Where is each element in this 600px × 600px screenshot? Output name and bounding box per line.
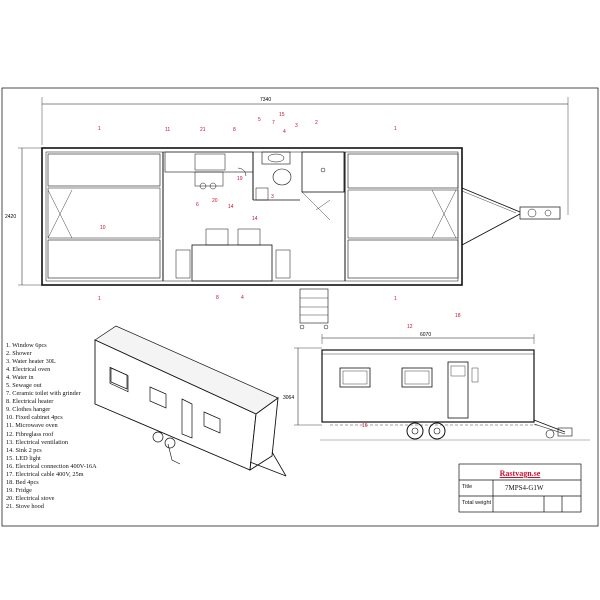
elevation-wheel-2 — [429, 423, 445, 439]
legend-item: 5. Sewage out — [6, 382, 42, 390]
toilet — [273, 169, 291, 185]
fridge — [195, 172, 223, 186]
legend-item: 3. Water heater 30L — [6, 358, 56, 366]
legend-item: 10. Fixed cabinet 4pcs — [6, 414, 63, 422]
title-value: 7MPS4-G1W — [505, 484, 544, 492]
legend-item: 9. Clothes hanger — [6, 406, 51, 414]
bed-right-top — [348, 154, 458, 188]
side-elevation — [294, 334, 590, 440]
callout-clothes-hanger: 8 — [233, 127, 236, 133]
plan-callouts — [98, 112, 461, 319]
callout-cabinet: 6 — [196, 202, 199, 208]
callout-sewage: 5 — [258, 117, 261, 123]
legend-item: 12. Fibreglass roof — [6, 430, 54, 438]
callout-window-top-right: 1 — [394, 126, 397, 132]
callout-roof: 12 — [407, 324, 413, 330]
legend-item: 14. Sink 2 pcs — [6, 446, 42, 454]
elevation-wheel-1 — [407, 423, 423, 439]
callout-shower: 2 — [315, 120, 318, 126]
callout-connection: 16 — [362, 423, 368, 429]
overall-length-label: 7340 — [260, 97, 272, 103]
body-length-label: 6070 — [420, 332, 432, 338]
callout-ventilation: 14 — [228, 204, 234, 210]
brand-name: Rastvagn.se — [499, 469, 541, 478]
legend-item: 4. Electrical oven — [6, 366, 51, 374]
parts-legend — [6, 342, 151, 511]
callout-heater: 3 — [295, 123, 298, 129]
legend-item: 20. Electrical stove — [6, 494, 55, 502]
callout-stove-hood: 21 — [200, 127, 206, 133]
height-label: 3064 — [283, 395, 295, 401]
legend-item: 7. Ceramic toilet with grinder — [6, 390, 81, 398]
callout-water-heater: 3 — [271, 194, 274, 200]
legend-item: 21. Stove hood — [6, 502, 44, 510]
entry-steps — [300, 289, 328, 323]
callout-stove: 20 — [212, 198, 218, 204]
callout-heater-right: 18 — [455, 313, 461, 319]
callout-bottom-hanger: 8 — [216, 295, 219, 301]
elevation-body — [322, 350, 534, 422]
callout-window-bottom-left: 1 — [98, 296, 101, 302]
callout-microwave: 11 — [165, 127, 171, 133]
callout-water-in: 4 — [283, 129, 286, 135]
dining-table — [192, 245, 272, 281]
title-label: Title — [462, 484, 473, 490]
legend-item: 2. Shower — [6, 350, 32, 358]
callout-bottom-sewage: 4 — [241, 295, 244, 301]
bed-left-bottom — [48, 240, 160, 278]
total-weight-label: Total weight — [462, 500, 492, 506]
callout-fridge: 19 — [237, 176, 243, 182]
legend-item: 16. Electrical connection 400V-16A — [6, 462, 97, 470]
tow-coupling — [520, 207, 560, 219]
legend-item: 1. Window 6pcs — [6, 342, 47, 349]
kitchen-counter — [165, 152, 253, 172]
wardrobe-right — [348, 190, 458, 238]
width-label: 2420 — [5, 214, 17, 220]
bed-left-top — [48, 154, 160, 186]
legend-item: 15. LED light — [6, 454, 41, 462]
callout-window-top-left: 1 — [98, 126, 101, 132]
legend-item: 11. Microwave oven — [6, 422, 58, 430]
stove — [195, 154, 225, 170]
callout-sink: 14 — [252, 216, 258, 222]
callout-wardrobe: 10 — [100, 225, 106, 231]
legend-item: 19. Fridge — [6, 486, 32, 494]
bed-right-bottom — [348, 240, 458, 278]
callout-led: 15 — [279, 112, 285, 118]
callout-toilet: 7 — [272, 120, 275, 126]
legend-item: 17. Electrical cable 400V, 25m — [6, 470, 84, 478]
callout-window-bottom-right: 1 — [394, 296, 397, 302]
legend-item: 8. Electrical heater — [6, 398, 54, 406]
legend-item: 13. Electrical ventilation — [6, 438, 69, 446]
legend-item: 4. Water in — [6, 374, 34, 382]
legend-item: 18. Bed 4pcs — [6, 478, 39, 486]
